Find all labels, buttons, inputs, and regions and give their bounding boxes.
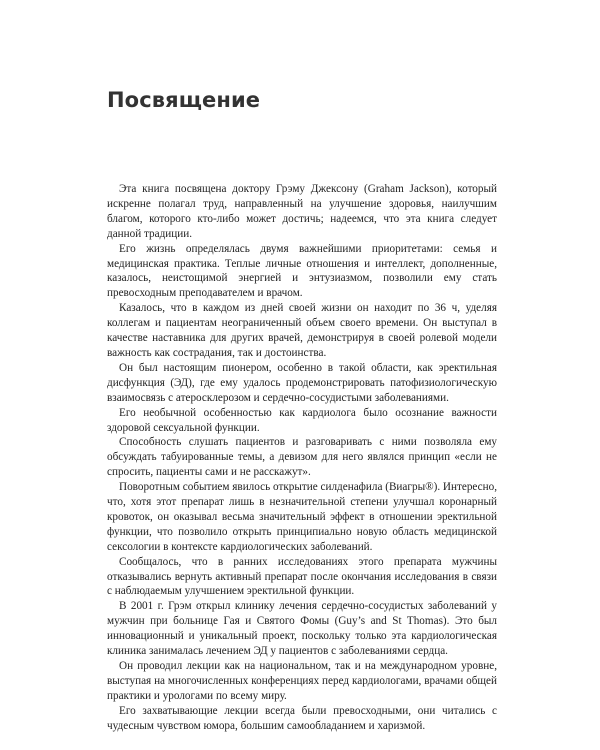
paragraph: Его необычной особенностью как кардиолога было осознание важности здоровой сексуальной функции.: [107, 406, 497, 434]
paragraph: Казалось, что в каждом из дней своей жизни он находит по 36 ч, уделяя коллегам и пациентам неограниченный объем своего времени. Он выступал в качестве наставника для других врачей, демонстрируя в своей ролевой модели важность как сострадания, так и достоинства.: [107, 302, 497, 359]
paragraph: Сообщалось, что в ранних исследованиях этого препарата мужчины отказывались вернуть активный препарат после окончания исследования в связи с наблюдаемым улучшением эректильной функции.: [107, 555, 497, 598]
paragraph: Способность слушать пациентов и разговаривать с ними позволяла ему обсуждать табуированные темы, а девизом для него являлся принцип «если не спросить, пациенты сами и не расскажут».: [107, 436, 497, 479]
paragraph: Эта книга посвящена доктору Грэму Джексону (Graham Jackson), который искренне полагал труд, направленный на улучшение здоровья, наилучшим благом, которого кто-либо может достичь; надеемся, что эта книга следует данной традиции.: [107, 183, 497, 240]
paragraph: Он проводил лекции как на национальном, так и на международном уровне, выступая на многочисленных конференциях перед кардиологами, врачами общей практики и урологами по всему миру.: [107, 660, 497, 702]
page-title: Посвящение: [107, 88, 261, 112]
paragraph: Его жизнь определялась двумя важнейшими приоритетами: семья и медицинская практика. Теплые личные отношения и интеллект, дополненные, казалось, неистощимой энергией и энтузиазмом, позволили ему стать превосходным преподавателем и врачом.: [107, 242, 497, 300]
paragraph: Он был настоящим пионером, особенно в такой области, как эректильная дисфункция (ЭД), где ему удалось продемонстрировать патофизиологическую взаимосвязь с атеросклерозом и сердечно-сосудистыми заболеваниями.: [107, 361, 497, 404]
dedication-text: [107, 182, 497, 734]
paragraph: Поворотным событием явилось открытие силденафила (Виагры®). Интересно, что, хотя этот препарат лишь в незначительной степени улучшал коронарный кровоток, он оказывал весьма значительный эффект в отношении эректильной функции, что позволило открыть принципиально новую область медицинской сексологии в контексте кардиологических заболеваний.: [107, 481, 498, 553]
paragraph: Его захватывающие лекции всегда были превосходными, они читались с чудесным чувством юмора, большим самообладанием и харизмой.: [107, 704, 497, 732]
paragraph: В 2001 г. Грэм открыл клинику лечения сердечно-сосудистых заболеваний у мужчин при больнице Гая и Святого Фомы (Guy’s and St Thomas). Это был инновационный и уникальный проект, поскольку только эта кардиологическая клиника занималась лечением ЭД у пациентов с заболеваниями сердца.: [107, 600, 497, 658]
